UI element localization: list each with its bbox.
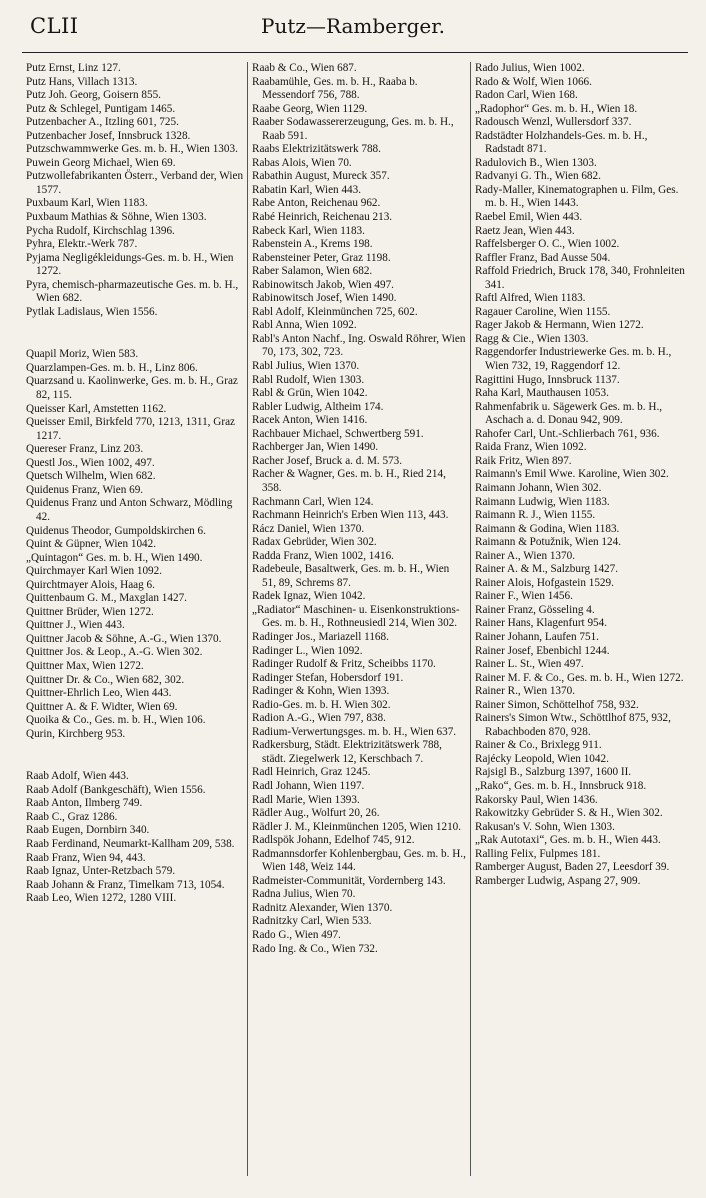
directory-entry: „Radiator“ Maschinen- u. Eisenkonstruktions-Ges. m. b. H., Rothneusiedl 214, Wien 302. <box>252 603 460 630</box>
directory-entry: Raab C., Graz 1286. <box>26 810 118 823</box>
directory-entry: Putz & Schlegel, Puntigam 1465. <box>26 102 176 115</box>
directory-entry: Rainer Alois, Hofgastein 1529. <box>475 576 614 589</box>
directory-entry: Rabas Alois, Wien 70. <box>252 156 352 169</box>
directory-entry: Rainers's Simon Wtw., Schöttlhof 875, 932, Rabachboden 870, 928. <box>475 712 671 738</box>
directory-entry: Quoika & Co., Ges. m. b. H., Wien 106. <box>26 714 206 727</box>
directory-entry: Putzschwammwerke Ges. m. b. H., Wien 1303. <box>26 143 238 156</box>
column-3 <box>470 62 689 1176</box>
directory-entry: Rachbauer Michael, Schwertberg 591. <box>252 427 424 440</box>
directory-entry: Rabl's Anton Nachf., Ing. Oswald Röhrer, Wien 70, 173, 302, 723. <box>252 332 466 359</box>
directory-entry: „Rako“, Ges. m. b. H., Innsbruck 918. <box>475 779 647 792</box>
directory-entry: Radio-Ges. m. b. H. Wien 302. <box>252 698 391 711</box>
directory-entry: Raab Anton, Ilmberg 749. <box>26 797 143 810</box>
directory-entry: Putzenbacher Josef, Innsbruck 1328. <box>26 129 191 142</box>
directory-entry: Rakusan's V. Sohn, Wien 1303. <box>475 820 615 833</box>
directory-entry: Raab Leo, Wien 1272, 1280 VIII. <box>26 892 177 905</box>
directory-entry: Radnitzky Carl, Wien 533. <box>252 915 372 928</box>
directory-entry: Raida Franz, Wien 1092. <box>475 441 587 454</box>
directory-entry: Rady-Maller, Kinematographen u. Film, Ges. m. b. H., Wien 1443. <box>475 183 679 210</box>
directory-entry: Raab Adolf, Wien 443. <box>26 770 129 783</box>
directory-entry: Raab Eugen, Dornbirn 340. <box>26 824 150 837</box>
directory-entry: Ramberger August, Baden 27, Leesdorf 39. <box>475 861 670 874</box>
directory-entry: Queisser Karl, Amstetten 1162. <box>26 402 167 415</box>
directory-entry: Raabamühle, Ges. m. b. H., Raaba b. Messendorf 756, 788. <box>252 75 418 102</box>
directory-entry: Raetz Jean, Wien 443. <box>475 224 575 237</box>
directory-entry: Pytlak Ladislaus, Wien 1556. <box>26 305 158 318</box>
directory-entry: Rainer F., Wien 1456. <box>475 590 573 603</box>
directory-entry: Puxbaum Mathias & Söhne, Wien 1303. <box>26 211 207 224</box>
directory-entry: Radvanyi G. Th., Wien 682. <box>475 170 601 183</box>
directory-entry: Rainer Hans, Klagenfurt 954. <box>475 617 608 630</box>
directory-entry: Rainer A., Wien 1370. <box>475 549 576 562</box>
directory-entry: Rahmenfabrik u. Sägewerk Ges. m. b. H., Aschach a. d. Donau 942, 909. <box>475 400 663 427</box>
directory-entry: Quidenus Franz und Anton Schwarz, Mödling 42. <box>26 497 233 523</box>
directory-entry: Rabe Anton, Reichenau 962. <box>252 197 381 210</box>
directory-entry: Puxbaum Karl, Wien 1183. <box>26 197 148 210</box>
page-header <box>0 14 706 44</box>
directory-entry: Raggendorfer Industriewerke Ges. m. b. H., Wien 732, 19, Raggendorf 12. <box>475 346 672 373</box>
directory-entry: Pyjama Negligékleidungs-Ges. m. b. H., Wien 1272. <box>26 251 234 278</box>
directory-entry: „Quintagon“ Ges. m. b. H., Wien 1490. <box>26 551 203 564</box>
directory-entry: Raftl Alfred, Wien 1183. <box>475 292 586 305</box>
directory-entry: Radulovich B., Wien 1303. <box>475 156 597 169</box>
directory-entry: Rabl & Grün, Wien 1042. <box>252 387 368 400</box>
directory-entry: Pycha Rudolf, Kirchschlag 1396. <box>26 224 175 237</box>
directory-entry: Rädler Aug., Wolfurt 20, 26. <box>252 807 380 820</box>
directory-entry: Rachberger Jan, Wien 1490. <box>252 441 379 454</box>
directory-entry: Quittner Dr. & Co., Wien 682, 302. <box>26 673 185 686</box>
directory-entry: Ragauer Caroline, Wien 1155. <box>475 305 611 318</box>
directory-entry: Radinger Jos., Mariazell 1168. <box>252 630 389 643</box>
directory-entry: Rado Julius, Wien 1002. <box>475 62 585 74</box>
directory-entry: Ragittini Hugo, Innsbruck 1137. <box>475 373 620 386</box>
directory-entry: Rado & Wolf, Wien 1066. <box>475 75 592 88</box>
directory-entry: Radon Carl, Wien 168. <box>475 89 578 102</box>
directory-entry: Quittner Max, Wien 1272. <box>26 659 144 672</box>
directory-entry: Radion A.-G., Wien 797, 838. <box>252 712 386 725</box>
directory-entry: Radinger & Kohn, Wien 1393. <box>252 685 390 698</box>
directory-entry: Rajsigl B., Salzburg 1397, 1600 II. <box>475 766 632 779</box>
directory-entry: Radnitz Alexander, Wien 1370. <box>252 901 393 914</box>
directory-entry: Raabs Elektrizitätswerk 788. <box>252 143 381 156</box>
directory-entry: Qurin, Kirchberg 953. <box>26 727 126 740</box>
directory-entry: Raab Ferdinand, Neumarkt-Kallham 209, 538. <box>26 837 235 850</box>
directory-entry: Radmeister-Communität, Vordernberg 143. <box>252 874 446 887</box>
page-number: CLII <box>30 14 79 38</box>
directory-entry: Quint & Güpner, Wien 1042. <box>26 538 157 551</box>
directory-entry: Quirchtmayer Alois, Haag 6. <box>26 578 155 591</box>
directory-entry: Radna Julius, Wien 70. <box>252 888 356 901</box>
running-title: Putz—Ramberger. <box>261 14 445 38</box>
directory-entry: Quapil Moriz, Wien 583. <box>26 348 139 361</box>
directory-entry: Raimann Ludwig, Wien 1183. <box>475 495 610 508</box>
directory-entry: Rakowitzky Gebrüder S. & H., Wien 302. <box>475 807 663 820</box>
directory-entry: Rachmann Heinrich's Erben Wien 113, 443. <box>252 509 449 522</box>
directory-entry: Raab Johann & Franz, Timelkam 713, 1054. <box>26 878 225 891</box>
directory-entry: Rainer A. & M., Salzburg 1427. <box>475 563 619 576</box>
directory-entry: Quetsch Wilhelm, Wien 682. <box>26 470 156 483</box>
directory-entry: Rado Ing. & Co., Wien 732. <box>252 942 378 955</box>
directory-entry: Rainer R., Wien 1370. <box>475 685 576 698</box>
directory-entry: Quittner-Ehrlich Leo, Wien 443. <box>26 687 172 700</box>
directory-entry: Radinger Rudolf & Fritz, Scheibbs 1170. <box>252 658 436 671</box>
directory-entry: Radax Gebrüder, Wien 302. <box>252 536 377 549</box>
directory-entry: Rainer Franz, Gösseling 4. <box>475 603 595 616</box>
directory-entry: Quittner Jos. & Leop., A.-G. Wien 302. <box>26 646 203 659</box>
directory-entry: Raimann Johann, Wien 302. <box>475 481 602 494</box>
directory-entry: Radium-Verwertungsges. m. b. H., Wien 637. <box>252 725 457 738</box>
directory-entry: Racher & Wagner, Ges. m. b. H., Ried 214, 358. <box>252 468 446 494</box>
directory-entry: Radinger L., Wien 1092. <box>252 644 363 657</box>
directory-entry: Puwein Georg Michael, Wien 69. <box>26 156 176 169</box>
directory-entry: Racher Josef, Bruck a. d. M. 573. <box>252 454 403 467</box>
directory-entry: Raffold Friedrich, Bruck 178, 340, Frohnleiten 341. <box>475 265 685 291</box>
directory-entry: Rainer L. St., Wien 497. <box>475 658 584 671</box>
directory-entry: Quarzlampen-Ges. m. b. H., Linz 806. <box>26 361 198 374</box>
directory-entry: Radebeule, Basaltwerk, Ges. m. b. H., Wien 51, 89, Schrems 87. <box>252 563 450 589</box>
directory-entry: Rabé Heinrich, Reichenau 213. <box>252 211 393 224</box>
directory-entry: Radinger Stefan, Hobersdorf 191. <box>252 671 404 684</box>
directory-entry: Rachmann Carl, Wien 124. <box>252 495 374 508</box>
directory-entry: Rajécky Leopold, Wien 1042. <box>475 752 609 765</box>
header-rule <box>22 52 688 53</box>
directory-entry: Raab Ignaz, Unter-Retzbach 579. <box>26 865 176 878</box>
directory-entry: Raimann & Potužnik, Wien 124. <box>475 536 622 549</box>
directory-entry: Raebel Emil, Wien 443. <box>475 211 583 224</box>
directory-entry: Rabl Adolf, Kleinmünchen 725, 602. <box>252 305 418 318</box>
directory-entry: Raffler Franz, Bad Ausse 504. <box>475 251 611 264</box>
directory-entry: Rabathin August, Mureck 357. <box>252 170 390 183</box>
directory-entry: Quirchmayer Karl Wien 1092. <box>26 565 163 578</box>
directory-entry: Radkersburg, Städt. Elektrizitätswerk 788, städt. Ziegelwerk 12, Kerschbach 7. <box>252 739 442 765</box>
directory-entry: Rädler J. M., Kleinmünchen 1205, Wien 1210. <box>252 820 462 833</box>
directory-entry: Raimann & Godina, Wien 1183. <box>475 522 620 535</box>
directory-entry: Putz Ernst, Linz 127. <box>26 62 121 74</box>
directory-entry: Pyhra, Elektr.-Werk 787. <box>26 238 138 251</box>
directory-entry: Radlspök Johann, Edelhof 745, 912. <box>252 834 415 847</box>
directory-entry: „Radophor“ Ges. m. b. H., Wien 18. <box>475 102 638 115</box>
directory-entry: Rabenstein A., Krems 198. <box>252 238 373 251</box>
directory-entry: Raab Adolf (Bankgeschäft), Wien 1556. <box>26 783 206 796</box>
directory-entry: Raber Salamon, Wien 682. <box>252 265 373 278</box>
directory-entry: Rabler Ludwig, Altheim 174. <box>252 400 384 413</box>
directory-entry: Radda Franz, Wien 1002, 1416. <box>252 549 394 562</box>
directory-entry: Quereser Franz, Linz 203. <box>26 443 144 456</box>
directory-entry: Quittner J., Wien 443. <box>26 619 125 632</box>
section-gap <box>26 741 244 770</box>
directory-entry: Rabinowitsch Josef, Wien 1490. <box>252 292 397 305</box>
directory-entry: „Rak Autotaxi“, Ges. m. b. H., Wien 443. <box>475 834 661 847</box>
column-2 <box>247 62 466 1176</box>
directory-entry: Rahofer Carl, Unt.-Schlierbach 761, 936. <box>475 427 660 440</box>
directory-entry: Rakorsky Paul, Wien 1436. <box>475 793 598 806</box>
directory-entry: Rabl Anna, Wien 1092. <box>252 319 357 332</box>
directory-entry: Raffelsberger O. C., Wien 1002. <box>475 238 620 251</box>
directory-entry: Quidenus Franz, Wien 69. <box>26 483 144 496</box>
directory-entry: Putz Hans, Villach 1313. <box>26 75 138 88</box>
directory-entry: Raik Fritz, Wien 897. <box>475 454 572 467</box>
directory-entry: Raimann's Emil Wwe. Karoline, Wien 302. <box>475 468 669 481</box>
directory-entry: Raab Franz, Wien 94, 443. <box>26 851 146 864</box>
directory-entry: Raab & Co., Wien 687. <box>252 62 357 74</box>
directory-entry: Rainer M. F. & Co., Ges. m. b. H., Wien 1272. <box>475 671 684 684</box>
directory-entry: Raha Karl, Mauthausen 1053. <box>475 387 609 400</box>
directory-entry: Radl Johann, Wien 1197. <box>252 779 365 792</box>
directory-entry: Rainer Simon, Schöttelhof 758, 932. <box>475 698 639 711</box>
directory-entry: Raimann R. J., Wien 1155. <box>475 509 596 522</box>
directory-entry: Radek Ignaz, Wien 1042. <box>252 590 366 603</box>
directory-entry: Rabinowitsch Jakob, Wien 497. <box>252 278 394 291</box>
directory-entry: Quidenus Theodor, Gumpoldskirchen 6. <box>26 524 206 537</box>
directory-entry: Rabeck Karl, Wien 1183. <box>252 224 365 237</box>
directory-entry: Ralling Felix, Fulpmes 181. <box>475 847 601 860</box>
directory-entry: Rabl Rudolf, Wien 1303. <box>252 373 365 386</box>
directory-entry: Raabe Georg, Wien 1129. <box>252 102 368 115</box>
directory-entry: Rainer Johann, Laufen 751. <box>475 630 599 643</box>
directory-entry: Quittner Brüder, Wien 1272. <box>26 605 154 618</box>
directory-entry: Raaber Sodawassererzeugung, Ges. m. b. H., Raab 591. <box>252 116 454 142</box>
directory-entry: Rabl Julius, Wien 1370. <box>252 360 360 373</box>
section-gap <box>26 319 244 348</box>
directory-entry: Radstädter Holzhandels-Ges. m. b. H., Radstadt 871. <box>475 129 648 156</box>
directory-entry: Queisser Emil, Birkfeld 770, 1213, 1311, Graz 1217. <box>26 416 236 442</box>
directory-entry: Rado G., Wien 497. <box>252 929 341 941</box>
directory-entry: Putzenbacher A., Itzling 601, 725. <box>26 116 179 129</box>
directory-entry: Radl Heinrich, Graz 1245. <box>252 766 371 779</box>
directory-entry: Quittenbaum G. M., Maxglan 1427. <box>26 592 187 605</box>
directory-entry: Radl Marie, Wien 1393. <box>252 793 360 806</box>
directory-entry: Pyra, chemisch-pharmazeutische Ges. m. b. H., Wien 682. <box>26 278 239 305</box>
directory-entry: Quarzsand u. Kaolinwerke, Ges. m. b. H., Graz 82, 115. <box>26 375 238 402</box>
directory-entry: Rabatin Karl, Wien 443. <box>252 183 362 196</box>
directory-entry: Ramberger Ludwig, Aspang 27, 909. <box>475 874 641 887</box>
column-1 <box>26 62 244 1176</box>
directory-entry: Rainer Josef, Ebenbichl 1244. <box>475 644 610 657</box>
directory-entry: Radmannsdorfer Kohlenbergbau, Ges. m. b. H., Wien 148, Weiz 144. <box>252 847 466 874</box>
directory-entry: Radousch Wenzl, Wullersdorf 337. <box>475 116 632 129</box>
directory-entry: Questl Jos., Wien 1002, 497. <box>26 456 155 469</box>
directory-entry: Quittner Jacob & Söhne, A.-G., Wien 1370. <box>26 632 222 645</box>
directory-entry: Rácz Daniel, Wien 1370. <box>252 522 365 535</box>
directory-entry: Rainer & Co., Brixlegg 911. <box>475 739 602 752</box>
directory-entry: Quittner A. & F. Widter, Wien 69. <box>26 700 178 713</box>
directory-entry: Racek Anton, Wien 1416. <box>252 414 368 427</box>
directory-entry: Putz Joh. Georg, Goisern 855. <box>26 89 161 102</box>
directory-entry: Rager Jakob & Hermann, Wien 1272. <box>475 319 644 332</box>
directory-entry: Ragg & Cie., Wien 1303. <box>475 332 589 345</box>
directory-entry: Putzwollefabrikanten Österr., Verband der, Wien 1577. <box>26 170 244 196</box>
directory-entry: Rabensteiner Peter, Graz 1198. <box>252 251 391 264</box>
